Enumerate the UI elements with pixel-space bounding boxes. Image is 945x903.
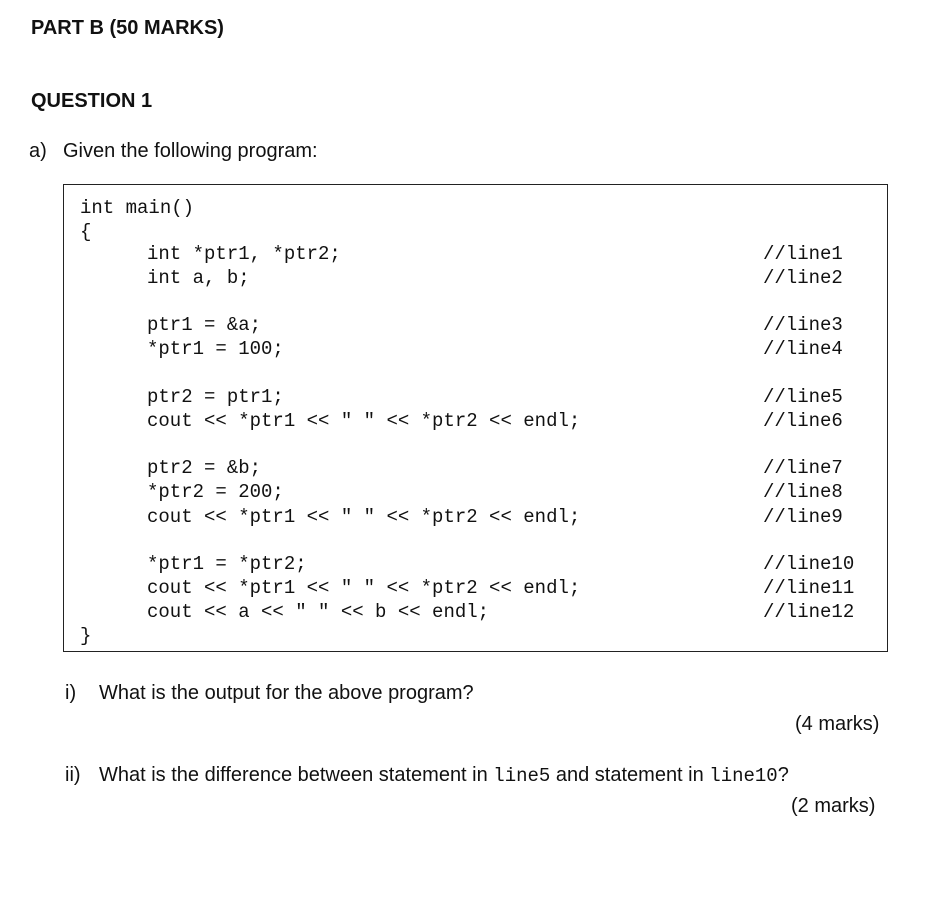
code-comment-4: //line4 bbox=[763, 338, 843, 360]
code-line-6: cout << *ptr1 << " " << *ptr2 << endl; bbox=[147, 410, 581, 432]
code-line-5: ptr2 = ptr1; bbox=[147, 386, 284, 408]
code-line-3: ptr1 = &a; bbox=[147, 314, 262, 336]
part-a-text: Given the following program: bbox=[63, 140, 318, 162]
code-header: int main() bbox=[80, 197, 195, 219]
code-line-12: cout << a << " " << b << endl; bbox=[147, 601, 490, 623]
part-a-label: a) bbox=[29, 140, 47, 162]
code-open-brace: { bbox=[80, 221, 92, 243]
code-line-7: ptr2 = &b; bbox=[147, 457, 262, 479]
code-line-9: cout << *ptr1 << " " << *ptr2 << endl; bbox=[147, 506, 581, 528]
part-heading: PART B (50 MARKS) bbox=[31, 17, 224, 39]
sub-ii-ref-line5: line5 bbox=[493, 765, 551, 787]
sub-ii-ref-line10: line10 bbox=[709, 765, 778, 787]
sub-ii-marks: (2 marks) bbox=[791, 795, 876, 817]
sub-i-label: i) bbox=[65, 682, 77, 704]
code-line-1: int *ptr1, *ptr2; bbox=[147, 243, 341, 265]
code-line-10: *ptr1 = *ptr2; bbox=[147, 553, 307, 575]
sub-ii-label: ii) bbox=[65, 764, 81, 786]
code-comment-1: //line1 bbox=[763, 243, 843, 265]
code-line-11: cout << *ptr1 << " " << *ptr2 << endl; bbox=[147, 577, 581, 599]
sub-ii-text-before: What is the difference between statement in bbox=[99, 764, 494, 786]
code-comment-9: //line9 bbox=[763, 506, 843, 528]
code-line-4: *ptr1 = 100; bbox=[147, 338, 284, 360]
code-comment-8: //line8 bbox=[763, 481, 843, 503]
code-line-2: int a, b; bbox=[147, 267, 250, 289]
question-heading: QUESTION 1 bbox=[31, 90, 153, 112]
code-comment-10: //line10 bbox=[763, 553, 855, 575]
code-comment-12: //line12 bbox=[763, 601, 855, 623]
sub-i-marks: (4 marks) bbox=[795, 713, 880, 735]
sub-ii-text-after: ? bbox=[777, 764, 789, 786]
sub-i-text: What is the output for the above program? bbox=[99, 682, 474, 704]
code-comment-11: //line11 bbox=[763, 577, 855, 599]
code-line-8: *ptr2 = 200; bbox=[147, 481, 284, 503]
code-close-brace: } bbox=[80, 625, 92, 647]
code-comment-2: //line2 bbox=[763, 267, 843, 289]
sub-ii-text-middle: and statement in bbox=[550, 764, 710, 786]
code-comment-6: //line6 bbox=[763, 410, 843, 432]
code-comment-5: //line5 bbox=[763, 386, 843, 408]
code-comment-3: //line3 bbox=[763, 314, 843, 336]
sub-ii-question bbox=[99, 764, 789, 787]
code-comment-7: //line7 bbox=[763, 457, 843, 479]
